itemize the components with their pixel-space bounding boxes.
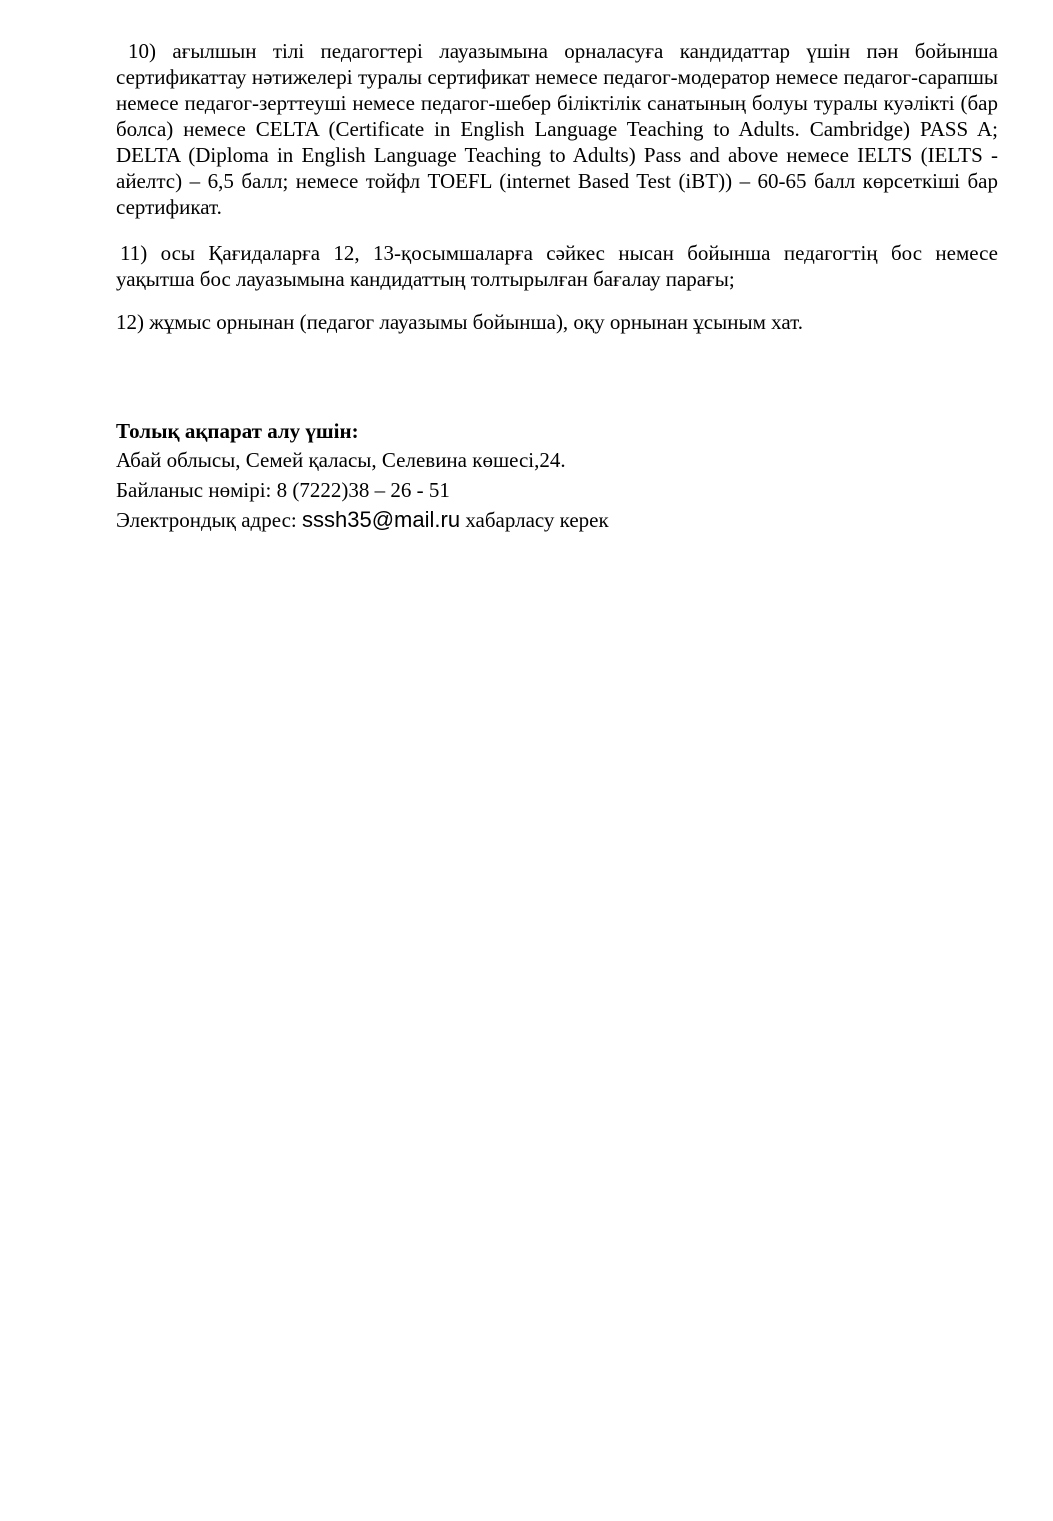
contact-phone: Байланыс нөмірі: 8 (7222)38 – 26 - 51 [116, 478, 450, 502]
contact-heading: Толық ақпарат алу үшін: [116, 419, 359, 443]
document-body [116, 38, 998, 335]
contact-address: Абай облысы, Семей қаласы, Селевина көшесі,24. [116, 448, 566, 472]
contact-email-suffix: хабарласу керек [460, 508, 609, 532]
contact-email-label: Электрондық адрес: [116, 508, 302, 532]
contact-info [116, 417, 998, 535]
email-link[interactable]: sssh35@mail.ru [302, 507, 461, 532]
paragraph-item-10: 10) ағылшын тілі педагогтері лауазымына орналасуға кандидаттар үшін пән бойынша сертификаттау нәтижелері туралы сертификат немесе педагог-модератор немесе педагог-сарапшы немесе педагог-зерттеуші немесе педагог-шебер біліктілік санатының болуы туралы куәлікті (бар болса) немесе CELTA (Certificate in English Language Teaching to Adults. Cambridge) PASS A; DELTA (Diploma in English Language Teaching to Adults) Pass and above немесе IELTS (IELTS - айелтс) – 6,5 балл; немесе тойфл TOEFL (internet Based Test (iBT)) – 60-65 балл көрсеткіші бар сертификат. [116, 39, 998, 219]
paragraph-item-12: 12) жұмыс орнынан (педагог лауазымы бойынша), оқу орнынан ұсыным хат. [116, 310, 803, 334]
paragraph-item-11: 11) осы Қағидаларға 12, 13-қосымшаларға сәйкес нысан бойынша педагогтің бос немесе уақытша бос лауазымына кандидаттың толтырылған бағалау парағы; [116, 241, 998, 291]
contact-email-line [116, 505, 998, 535]
